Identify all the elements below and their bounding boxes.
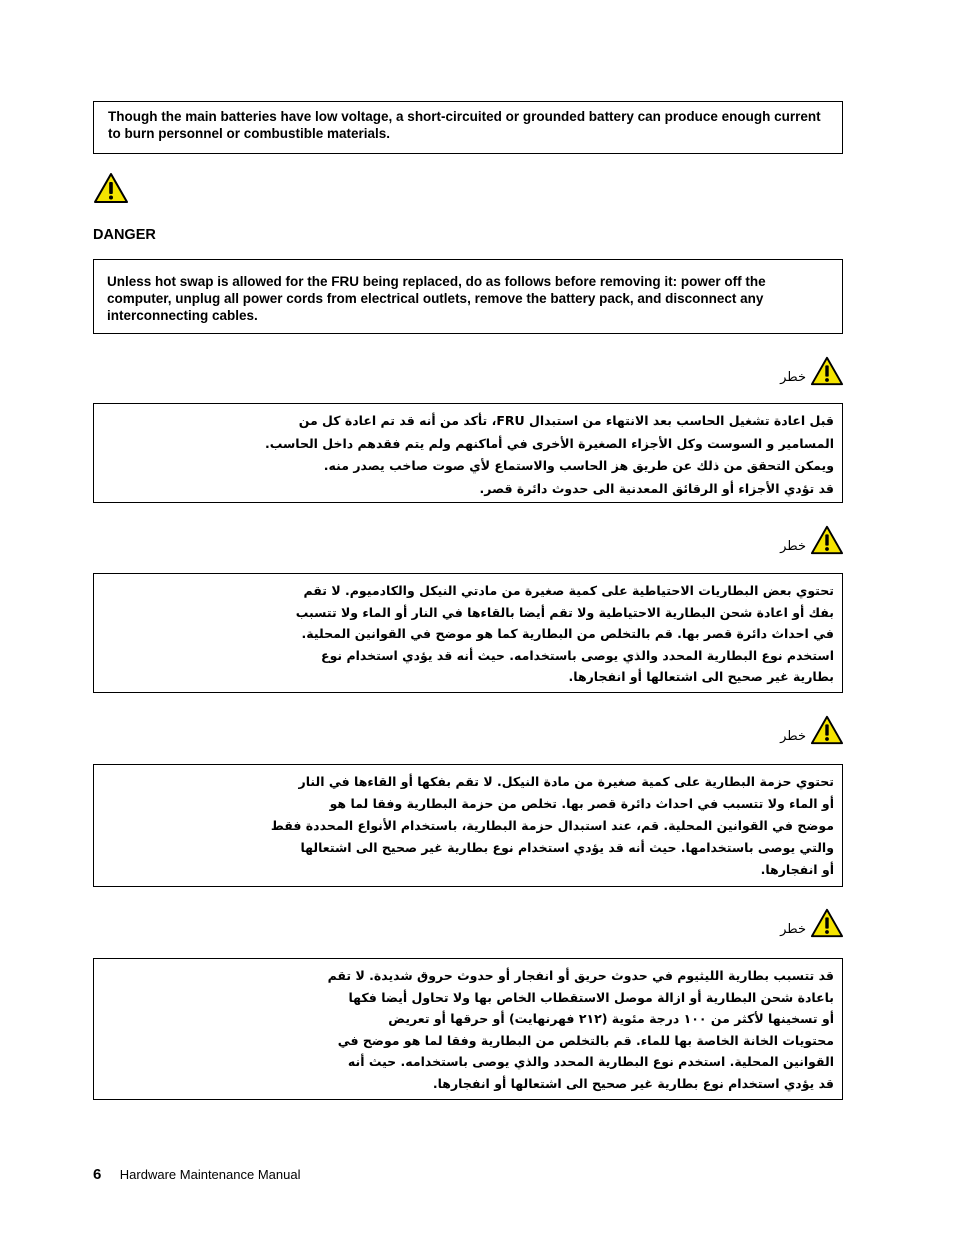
manual-title: Hardware Maintenance Manual — [119, 1167, 301, 1182]
arabic-line: والتي يوصى باستخدامها. حيث أنه قد يؤدي استخدام نوع بطارية غير صحيح الى اشتعالها — [300, 840, 834, 855]
arabic-warning-word: خطر — [780, 370, 806, 385]
intro-warning-text: Though the main batteries have low voltage, a short-circuited or grounded battery can produce enough current to burn personnel or combustible materials. — [108, 109, 821, 141]
arabic-line: قد تؤدي الأجزاء أو الرقائق المعدنية الى حدوث دائرة قصر. — [479, 480, 834, 496]
arabic-line: قد تتسبب بطارية الليثيوم في حدوث حريق أو انفجار أو حدوث حروق شديدة. لا تقم — [327, 968, 834, 983]
danger-text: Unless hot swap is allowed for the FRU being replaced, do as follows before removing it: power off the computer, unplug all power cords from electrical outlets, remove the battery pack, and disconnect any interconnecting cables. — [107, 274, 766, 323]
arabic-warning-header — [644, 351, 844, 387]
intro-warning-box — [93, 101, 843, 154]
arabic-warning-word: خطر — [780, 539, 806, 554]
danger-heading: DANGER — [93, 227, 156, 243]
arabic-warning-word: خطر — [780, 922, 806, 937]
arabic-line: تحتوي حزمة البطارية على كمية صغيرة من مادة النيكل. لا تقم بفكها أو القاءها في النار — [298, 774, 834, 789]
arabic-warning-header — [644, 710, 844, 746]
page-number: 6 — [93, 1166, 102, 1183]
arabic-warning-box-3 — [93, 764, 843, 887]
arabic-warning-header — [644, 520, 844, 556]
arabic-line: بطارية غير صحيح الى اشتعالها أو انفجارها. — [568, 669, 834, 684]
arabic-warning-word: خطر — [780, 729, 806, 744]
arabic-line: القوانين المحلية. استخدم نوع البطارية المحدد والذي يوصى باستخدامه. حيث أنه — [347, 1054, 834, 1069]
arabic-line: باعادة شحن البطارية أو ازالة موصل الاستقطاب الخاص بها ولا تحاول أيضا فكها — [348, 989, 834, 1005]
arabic-line: تحتوي بعض البطاريات الاحتياطية على كمية صغيرة من مادتي النيكل والكادميوم. لا تقم — [303, 583, 834, 598]
warning-triangle-icon — [810, 714, 844, 746]
arabic-line: ويمكن التحقق من ذلك عن طريق هز الحاسب والاستماع لأي صوت صاخب يصدر منه. — [323, 458, 834, 473]
arabic-warning-box-1 — [93, 403, 843, 503]
arabic-line: استخدم نوع البطارية المحدد والذي يوصى باستخدامه. حيث أنه قد يؤدي استخدام نوع — [321, 647, 834, 663]
arabic-line: بفك أو اعادة شحن البطارية الاحتياطية ولا تقم أيضا بالقاءها في النار أو الماء ولا تتسبب — [295, 604, 834, 620]
arabic-line: قبل اعادة تشغيل الحاسب بعد الانتهاء من استبدال FRU، تأكد من أنه قد تم اعادة كل من — [298, 413, 834, 428]
arabic-line: في احداث دائرة قصر بها. قم بالتخلص من البطارية كما هو موضح في القوانين المحلية. — [301, 626, 834, 641]
arabic-line: المسامير و السوست وكل الأجزاء الصغيرة الأخرى في أماكنهم ولم يتم فقدهم داخل الحاسب. — [264, 435, 834, 451]
page-footer — [93, 1166, 300, 1184]
arabic-line: أو تسخينها لأكثر من ١٠٠ درجة مئوية (٢١٢ فهرنهايت) أو حرقها أو تعريض — [388, 1011, 834, 1026]
arabic-line: محتويات الخانة الخاصة بها للماء. قم بالتخلص من البطارية وفقا لما هو موضح في — [337, 1032, 834, 1048]
arabic-warning-box-4 — [93, 958, 843, 1100]
warning-triangle-icon — [810, 355, 844, 387]
arabic-warning-header — [644, 903, 844, 939]
arabic-line: قد يؤدي استخدام نوع بطارية غير صحيح الى اشتعالها أو انفجارها. — [432, 1075, 834, 1091]
arabic-line: موضح في القوانين المحلية. قم، عند استبدال حزمة البطارية، باستخدام الأنواع المحددة فقط — [270, 818, 834, 833]
warning-triangle-icon — [810, 907, 844, 939]
arabic-line: أو انفجارها. — [760, 862, 834, 877]
warning-triangle-icon — [810, 524, 844, 556]
warning-triangle-icon — [93, 172, 129, 204]
danger-box — [93, 259, 843, 334]
arabic-line: أو الماء ولا تتسبب في احداث دائرة قصر بها. تخلص من حزمة البطارية وفقا لما هو — [329, 796, 834, 811]
arabic-warning-box-2 — [93, 573, 843, 693]
